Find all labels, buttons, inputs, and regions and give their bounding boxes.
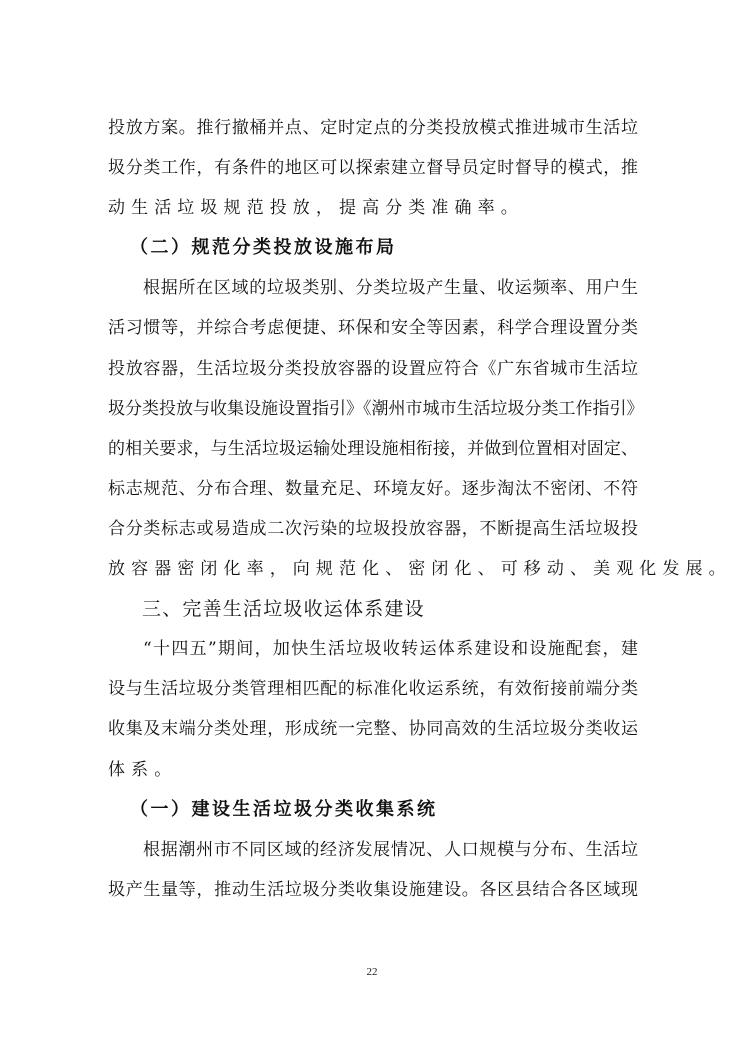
paragraph-line: 根据潮州市不同区域的经济发展情况、人口规模与分布、生活垃 xyxy=(143,839,638,860)
paragraph-line: 圾分类工作，有条件的地区可以探索建立督导员定时督导的模式，推 xyxy=(108,158,638,179)
paragraph-line: 的相关要求，与生活垃圾运输处理设施相衔接，并做到位置相对固定、 xyxy=(108,438,638,459)
paragraph-line: “十四五”期间，加快生活垃圾收转运体系建设和设施配套，建 xyxy=(143,639,638,660)
section-subheading: （二）规范分类投放设施布局 xyxy=(130,237,397,259)
section-subheading: （一）建设生活垃圾分类收集系统 xyxy=(130,798,438,820)
page-number: 22 xyxy=(366,966,378,978)
paragraph-line: 圾分类投放与收集设施设置指引》《潮州市城市生活垃圾分类工作指引》 xyxy=(108,398,644,419)
section-heading: 三、完善生活垃圾收运体系建设 xyxy=(142,598,425,621)
paragraph-line: 设与生活垃圾分类管理相匹配的标准化收运系统，有效衔接前端分类 xyxy=(108,679,638,700)
paragraph-line: 圾产生量等，推动生活垃圾分类收集设施建设。各区县结合各区域现 xyxy=(108,879,638,900)
paragraph-line: 标志规范、分布合理、数量充足、环境友好。逐步淘汰不密闭、不符 xyxy=(108,478,638,499)
paragraph-line: 合分类标志或易造成二次污染的垃圾投放容器，不断提高生活垃圾投 xyxy=(108,518,638,539)
paragraph-line: 动生活垃圾规范投放，提高分类准确率。 xyxy=(108,198,524,219)
paragraph-line: 投放方案。推行撤桶并点、定时定点的分类投放模式推进城市生活垃 xyxy=(108,118,638,138)
paragraph-line: 放容器密闭化率，向规范化、密闭化、可移动、美观化发展。 xyxy=(108,559,732,580)
paragraph-line: 根据所在区域的垃圾类别、分类垃圾产生量、收运频率、用户生 xyxy=(143,278,638,299)
paragraph-line: 收集及末端分类处理，形成统一完整、协同高效的生活垃圾分类收运 xyxy=(108,719,638,740)
document-body xyxy=(108,108,732,910)
paragraph-line: 投放容器，生活垃圾分类投放容器的设置应符合《广东省城市生活垃 xyxy=(108,358,638,379)
paragraph-line: 体系。 xyxy=(108,759,178,780)
paragraph-line: 活习惯等，并综合考虑便捷、环保和安全等因素，科学合理设置分类 xyxy=(108,318,638,339)
